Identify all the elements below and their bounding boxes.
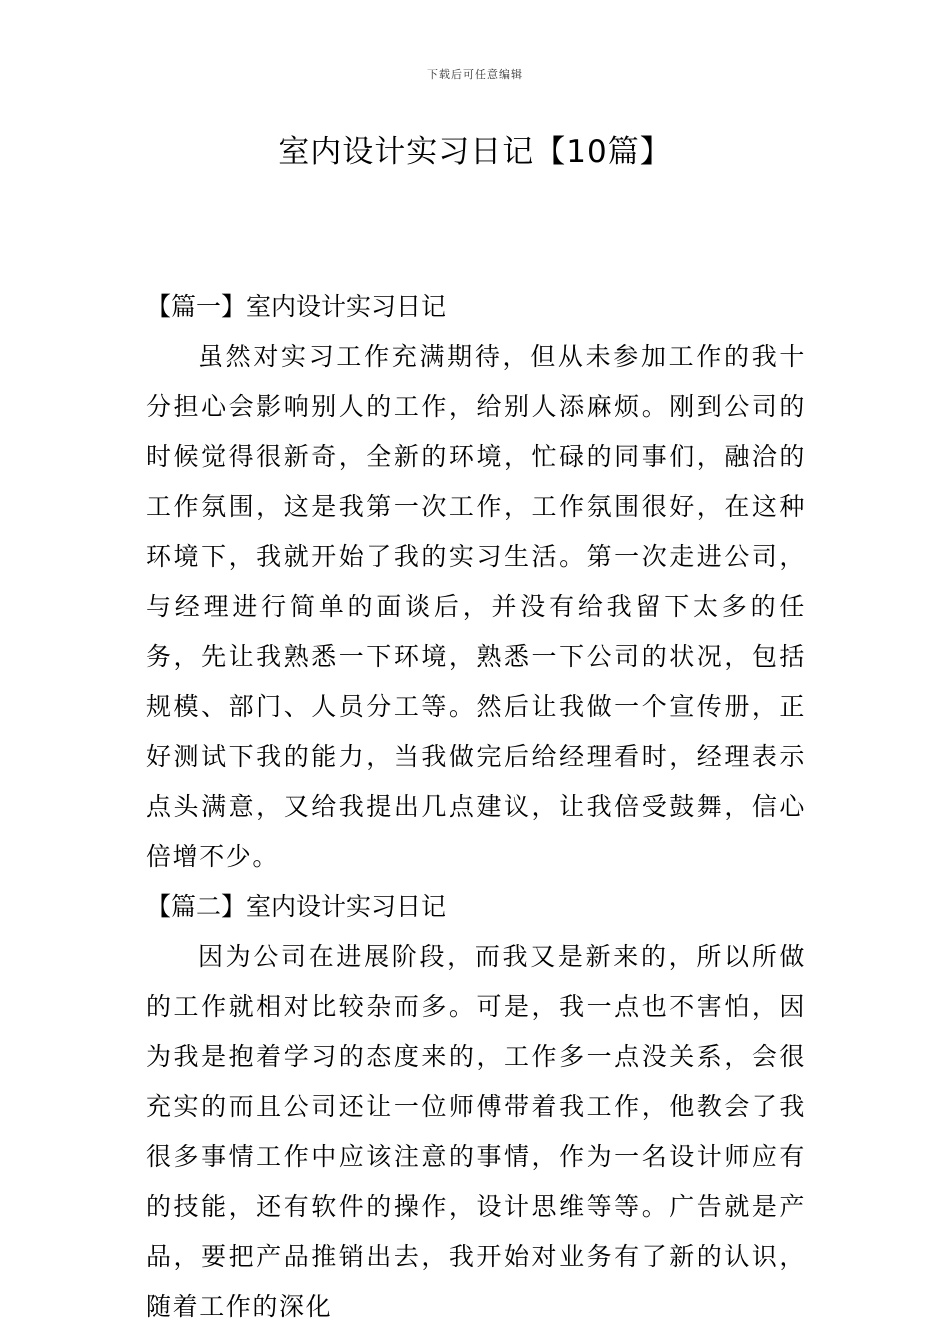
section-heading-1: 【篇一】室内设计实习日记 xyxy=(146,292,447,321)
section-paragraph-2: 因为公司在进展阶段，而我又是新来的，所以所做的工作就相对比较杂而多。可是，我一点也不害怕，因为我是抱着学习的态度来的，工作多一点没关系，会很充实的而且公司还让一位师傅带着我工作，他教会了我很多事情工作中应该注意的事情，作为一名设计师应有的技能，还有软件的操作，设计思维等等。广告就是产品，要把产品推销出去，我开始对业务有了新的认识，随着工作的深化 xyxy=(146,942,806,1321)
document-body xyxy=(146,282,806,1332)
section-paragraph-1: 虽然对实习工作充满期待，但从未参加工作的我十分担心会影响别人的工作，给别人添麻烦。刚到公司的时候觉得很新奇，全新的环境，忙碌的同事们，融洽的工作氛围，这是我第一次工作，工作氛围很好，在这种环境下，我就开始了我的实习生活。第一次走进公司，与经理进行简单的面谈后，并没有给我留下太多的任务，先让我熟悉一下环境，熟悉一下公司的状况，包括规模、部门、人员分工等。然后让我做一个宣传册，正好测试下我的能力，当我做完后给经理看时，经理表示点头满意，又给我提出几点建议，让我倍受鼓舞，信心倍增不少。 xyxy=(146,342,806,871)
section-heading-2: 【篇二】室内设计实习日记 xyxy=(146,892,447,921)
document-title: 室内设计实习日记【10篇】 xyxy=(278,134,672,170)
header-note: 下载后可任意编辑 xyxy=(427,68,523,81)
